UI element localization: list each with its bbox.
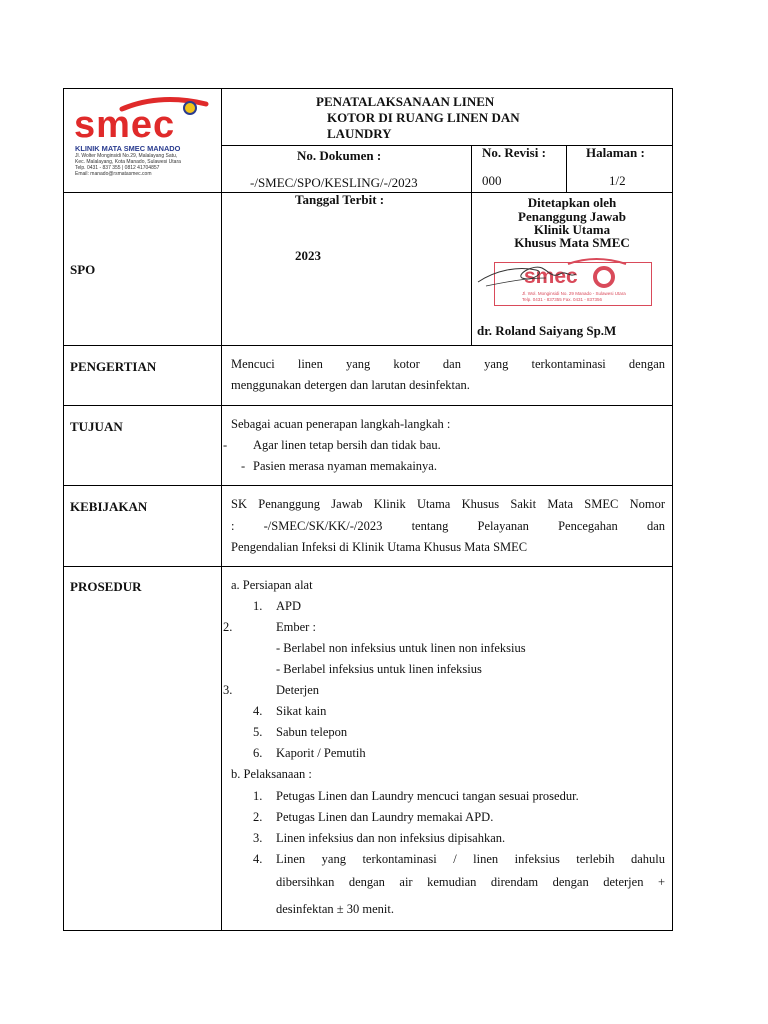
- langkah-item-1: Petugas Linen dan Laundry mencuci tangan sesuai prosedur.: [276, 789, 579, 803]
- table-border-bottom: [63, 930, 673, 931]
- kebijakan-line-3: Pengendalian Infeksi di Klinik Utama Khusus Mata SMEC: [231, 540, 528, 554]
- alat-item-5: Sabun telepon: [276, 725, 348, 739]
- langkah-item-4-line-3: desinfektan ± 30 menit.: [276, 902, 394, 916]
- kebijakan-label: KEBIJAKAN: [70, 499, 148, 514]
- stamp-line-1: Jl. Wol. Monginsidi No. 29 Manado - Sulawesi Utara: [522, 291, 626, 296]
- rev-page-divider: [566, 145, 567, 192]
- row-divider-3: [63, 485, 673, 486]
- langkah-num-3: 3.: [253, 831, 263, 845]
- document-title-line-3: LAUNDRY: [327, 126, 392, 141]
- alat-num-5: 5.: [253, 725, 263, 739]
- document-title-line-2: KOTOR DI RUANG LINEN DAN: [327, 110, 520, 125]
- approved-by-line-2: Penanggung Jawab: [518, 209, 626, 224]
- alat-num-4: 4.: [253, 704, 263, 718]
- clinic-stamp: [476, 256, 654, 308]
- clinic-logo: [70, 95, 216, 179]
- page-label: Halaman :: [586, 145, 645, 160]
- alat-num-2: 2.: [223, 620, 233, 634]
- stamp-brand: smec: [524, 265, 578, 288]
- stamp-line-2: Telp. 0431 - 837355 Fax. 0431 - 837356: [522, 297, 603, 302]
- kebijakan-line-2: : -/SMEC/SK/KK/-/2023 tentang Pelayanan Pencegahan dan: [231, 519, 665, 533]
- alat-item-2: Ember :: [276, 620, 316, 634]
- document-title-line-1: PENATALAKSANAAN LINEN: [316, 94, 495, 109]
- kebijakan-line-1: SK Penanggung Jawab Klinik Utama Khusus Sakit Mata SMEC Nomor: [231, 497, 665, 511]
- revision-value: 000: [482, 173, 502, 188]
- signer-name: dr. Roland Saiyang Sp.M: [477, 323, 617, 338]
- doc-number-label: No. Dokumen :: [297, 148, 382, 163]
- row-divider-2: [63, 405, 673, 406]
- langkah-num-4: 4.: [253, 852, 263, 866]
- logo-address-2: Kec. Malalayang, Kota Manado, Sulawesi Utara: [75, 159, 181, 165]
- doc-number-value: -/SMEC/SPO/KESLING/-/2023: [250, 175, 418, 190]
- tujuan-bullet-1: -: [223, 438, 228, 452]
- alat-sub-item-1: - Berlabel non infeksius untuk linen non infeksius: [276, 641, 526, 655]
- logo-address-1: Jl. Wolter Monginsidi No.29, Malalayang Satu,: [75, 153, 178, 159]
- pelaksanaan-title: b. Pelaksanaan :: [231, 767, 312, 781]
- alat-sub-item-2: - Berlabel infeksius untuk linen infeksius: [276, 662, 482, 676]
- revision-label: No. Revisi :: [482, 145, 546, 160]
- column-divider: [221, 88, 222, 931]
- langkah-item-3: Linen infeksius dan non infeksius dipisahkan.: [276, 831, 506, 845]
- tujuan-item-2: Pasien merasa nyaman memakainya.: [253, 459, 437, 473]
- alat-item-1: APD: [276, 599, 302, 613]
- pengertian-line-2: menggunakan detergen dan larutan desinfektan.: [231, 378, 470, 392]
- issue-date-value: 2023: [295, 248, 321, 263]
- tujuan-intro: Sebagai acuan penerapan langkah-langkah :: [231, 417, 451, 431]
- logo-brand: smec: [74, 104, 176, 146]
- row-divider-4: [63, 566, 673, 567]
- alat-item-3: Deterjen: [276, 683, 320, 697]
- approved-by-line-4: Khusus Mata SMEC: [514, 235, 630, 250]
- spo-label: SPO: [70, 262, 96, 277]
- langkah-item-2: Petugas Linen dan Laundry memakai APD.: [276, 810, 494, 824]
- row-divider-1: [63, 345, 673, 346]
- signature-icon: [476, 256, 654, 308]
- tujuan-bullet-2: -: [241, 459, 246, 473]
- table-border-left: [63, 88, 64, 931]
- approved-by-line-1: Ditetapkan oleh: [527, 195, 617, 210]
- pengertian-line-1: Mencuci linen yang kotor dan yang terkontaminasi dengan: [231, 357, 665, 371]
- tujuan-item-1: Agar linen tetap bersih dan tidak bau.: [253, 438, 441, 452]
- table-border-top: [63, 88, 673, 89]
- page-value: 1/2: [609, 173, 626, 188]
- langkah-item-4-line-2: dibersihkan dengan air kemudian direndam dengan deterjen +: [276, 875, 665, 889]
- logo-email: Email: manado@rsmatasmec.com: [75, 171, 152, 177]
- tujuan-label: TUJUAN: [70, 419, 123, 434]
- pengertian-label: PENGERTIAN: [70, 359, 157, 374]
- prosedur-label: PROSEDUR: [70, 579, 142, 594]
- persiapan-alat-title: a. Persiapan alat: [231, 578, 313, 592]
- alat-item-4: Sikat kain: [276, 704, 327, 718]
- table-border-right: [672, 88, 673, 931]
- langkah-item-4-line-1: Linen yang terkontaminasi / linen infeksius terlebih dahulu: [276, 852, 665, 866]
- alat-num-3: 3.: [223, 683, 233, 697]
- alat-num-1: 1.: [253, 599, 263, 613]
- approved-by-line-3: Klinik Utama: [533, 222, 611, 237]
- alat-num-6: 6.: [253, 746, 263, 760]
- issue-date-label: Tanggal Terbit :: [295, 192, 385, 207]
- logo-phone: Telp. 0431 - 837 355 | 0812 41704857: [75, 165, 160, 171]
- alat-item-6: Kaporit / Pemutih: [276, 746, 366, 760]
- langkah-num-1: 1.: [253, 789, 263, 803]
- logo-subtitle: KLINIK MATA SMEC MANADO: [75, 144, 181, 153]
- langkah-num-2: 2.: [253, 810, 263, 824]
